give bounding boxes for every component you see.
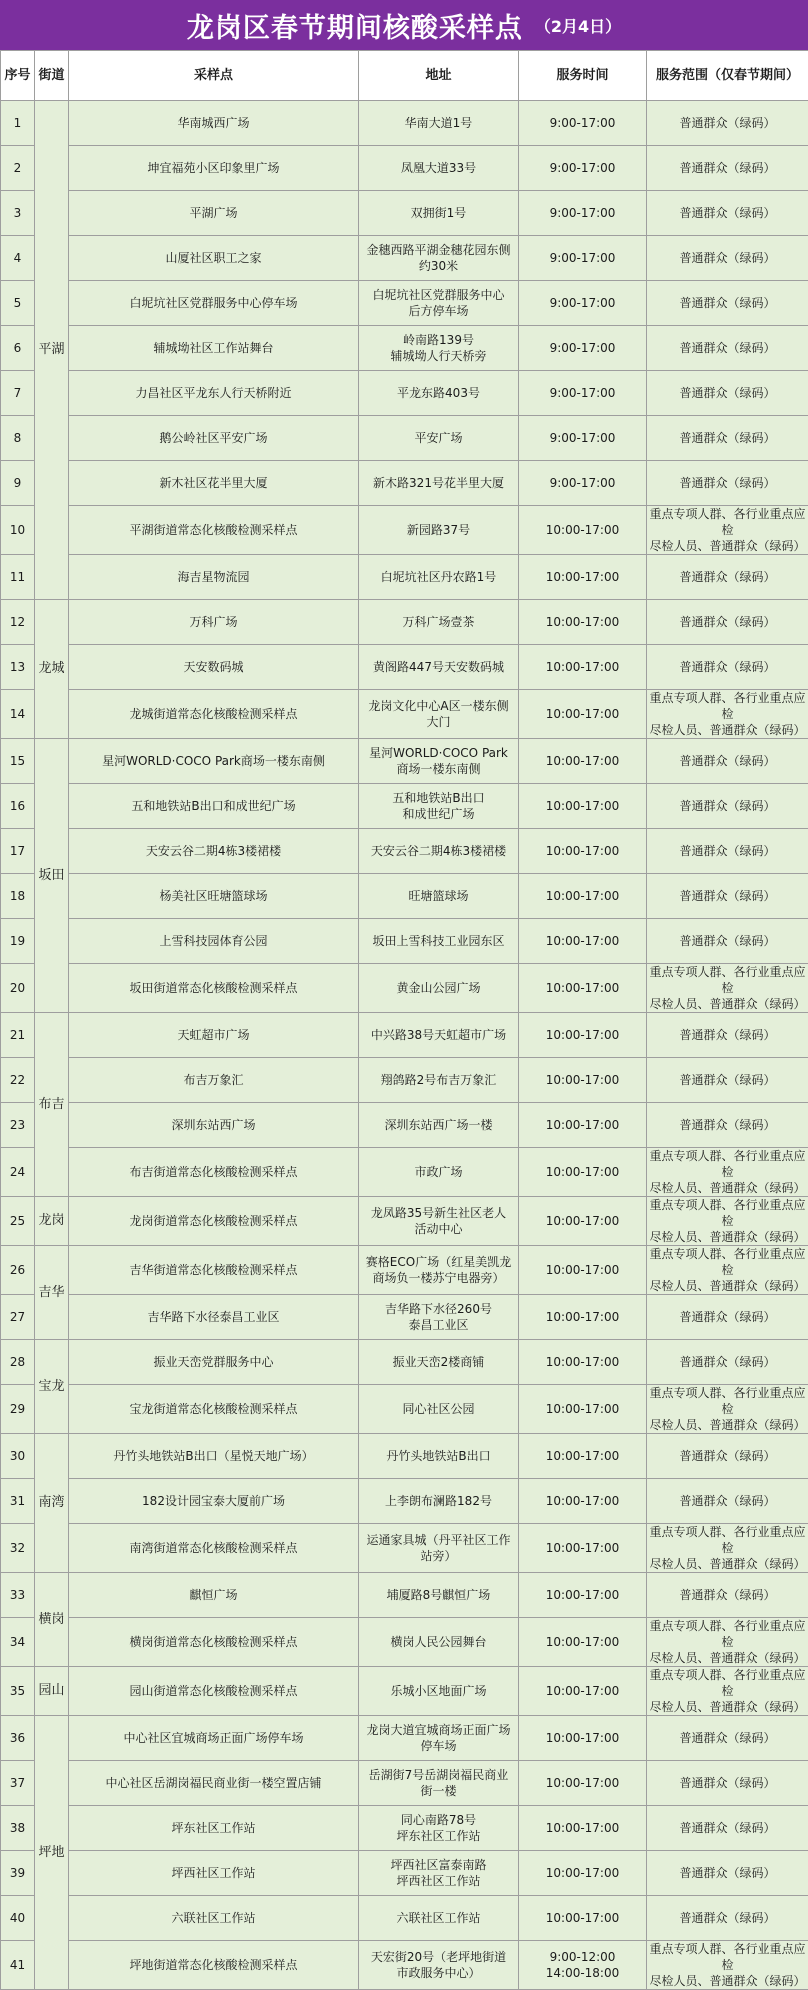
table-row	[1, 1103, 808, 1148]
service-time: 10:00-17:00	[519, 1716, 647, 1761]
site-address: 新园路37号	[359, 506, 519, 555]
site-name: 吉华路下水径泰昌工业区	[69, 1295, 359, 1340]
row-number: 9	[1, 461, 35, 506]
service-time: 10:00-17:00	[519, 1385, 647, 1434]
table-row	[1, 690, 808, 739]
page-header	[0, 0, 808, 50]
table-row	[1, 600, 808, 645]
row-number: 35	[1, 1667, 35, 1716]
service-scope: 普通群众（绿码）	[647, 1013, 808, 1058]
table-row	[1, 874, 808, 919]
site-address: 市政广场	[359, 1148, 519, 1197]
row-number: 31	[1, 1479, 35, 1524]
row-number: 41	[1, 1941, 35, 1990]
site-name: 山厦社区职工之家	[69, 236, 359, 281]
site-name: 布吉街道常态化核酸检测采样点	[69, 1148, 359, 1197]
service-time: 9:00-12:00 14:00-18:00	[519, 1941, 647, 1990]
site-name: 新木社区花半里大厦	[69, 461, 359, 506]
service-scope: 普通群众（绿码）	[647, 236, 808, 281]
site-address: 星河WORLD·COCO Park 商场一楼东南侧	[359, 739, 519, 784]
site-name: 园山街道常态化核酸检测采样点	[69, 1667, 359, 1716]
row-number: 39	[1, 1851, 35, 1896]
row-number: 38	[1, 1806, 35, 1851]
table-row	[1, 1340, 808, 1385]
service-time: 10:00-17:00	[519, 784, 647, 829]
row-number: 30	[1, 1434, 35, 1479]
site-name: 吉华街道常态化核酸检测采样点	[69, 1246, 359, 1295]
service-time: 10:00-17:00	[519, 829, 647, 874]
row-number: 18	[1, 874, 35, 919]
service-time: 10:00-17:00	[519, 1013, 647, 1058]
service-time: 10:00-17:00	[519, 1573, 647, 1618]
site-name: 辅城坳社区工作站舞台	[69, 326, 359, 371]
service-time: 9:00-17:00	[519, 191, 647, 236]
table-row	[1, 1295, 808, 1340]
site-name: 平湖街道常态化核酸检测采样点	[69, 506, 359, 555]
table-row	[1, 1058, 808, 1103]
site-address: 天宏街20号（老坪地街道 市政服务中心）	[359, 1941, 519, 1990]
service-time: 10:00-17:00	[519, 964, 647, 1013]
service-time: 10:00-17:00	[519, 739, 647, 784]
header-address: 地址	[359, 51, 519, 101]
site-address: 吉华路下水径260号 泰昌工业区	[359, 1295, 519, 1340]
table-row	[1, 1618, 808, 1667]
service-time: 9:00-17:00	[519, 236, 647, 281]
site-name: 坪东社区工作站	[69, 1806, 359, 1851]
table-row	[1, 739, 808, 784]
row-number: 21	[1, 1013, 35, 1058]
site-name: 深圳东站西广场	[69, 1103, 359, 1148]
row-number: 28	[1, 1340, 35, 1385]
site-address: 岭南路139号 辅城坳人行天桥旁	[359, 326, 519, 371]
street-name: 横岗	[35, 1573, 69, 1667]
site-name: 上雪科技园体育公园	[69, 919, 359, 964]
site-name: 五和地铁站B出口和成世纪广场	[69, 784, 359, 829]
row-number: 36	[1, 1716, 35, 1761]
site-address: 乐城小区地面广场	[359, 1667, 519, 1716]
page-title: 龙岗区春节期间核酸采样点	[187, 6, 523, 45]
service-time: 9:00-17:00	[519, 371, 647, 416]
site-address: 振业天峦2楼商铺	[359, 1340, 519, 1385]
service-time: 10:00-17:00	[519, 1058, 647, 1103]
table-row	[1, 326, 808, 371]
row-number: 32	[1, 1524, 35, 1573]
service-scope: 普通群众（绿码）	[647, 1295, 808, 1340]
table-body	[1, 101, 808, 1990]
service-scope: 普通群众（绿码）	[647, 1340, 808, 1385]
table-row	[1, 1941, 808, 1990]
site-name: 振业天峦党群服务中心	[69, 1340, 359, 1385]
site-address: 埔厦路8号麒恒广场	[359, 1573, 519, 1618]
service-scope: 普通群众（绿码）	[647, 829, 808, 874]
service-scope: 普通群众（绿码）	[647, 1573, 808, 1618]
service-time: 10:00-17:00	[519, 1524, 647, 1573]
site-name: 南湾街道常态化核酸检测采样点	[69, 1524, 359, 1573]
street-name: 南湾	[35, 1434, 69, 1573]
site-name: 星河WORLD·COCO Park商场一楼东南侧	[69, 739, 359, 784]
table-row	[1, 1197, 808, 1246]
site-name: 平湖广场	[69, 191, 359, 236]
service-scope: 普通群众（绿码）	[647, 784, 808, 829]
site-address: 同心南路78号 坪东社区工作站	[359, 1806, 519, 1851]
site-name: 丹竹头地铁站B出口（星悦天地广场）	[69, 1434, 359, 1479]
service-scope: 普通群众（绿码）	[647, 101, 808, 146]
row-number: 11	[1, 555, 35, 600]
row-number: 34	[1, 1618, 35, 1667]
site-address: 同心社区公园	[359, 1385, 519, 1434]
service-time: 10:00-17:00	[519, 506, 647, 555]
row-number: 33	[1, 1573, 35, 1618]
street-name: 坂田	[35, 739, 69, 1013]
site-name: 182设计园宝泰大厦前广场	[69, 1479, 359, 1524]
row-number: 12	[1, 600, 35, 645]
service-time: 9:00-17:00	[519, 146, 647, 191]
service-scope: 普通群众（绿码）	[647, 1479, 808, 1524]
site-address: 金穗西路平湖金穗花园东侧 约30米	[359, 236, 519, 281]
service-time: 10:00-17:00	[519, 1434, 647, 1479]
service-scope: 重点专项人群、各行业重点应检 尽检人员、普通群众（绿码）	[647, 506, 808, 555]
street-name: 布吉	[35, 1013, 69, 1197]
site-address: 平龙东路403号	[359, 371, 519, 416]
service-scope: 普通群众（绿码）	[647, 1896, 808, 1941]
row-number: 13	[1, 645, 35, 690]
service-scope: 普通群众（绿码）	[647, 1851, 808, 1896]
row-number: 14	[1, 690, 35, 739]
service-time: 9:00-17:00	[519, 416, 647, 461]
table-row	[1, 919, 808, 964]
row-number: 16	[1, 784, 35, 829]
service-time: 9:00-17:00	[519, 101, 647, 146]
table-row	[1, 784, 808, 829]
table-row	[1, 555, 808, 600]
site-address: 中兴路38号天虹超市广场	[359, 1013, 519, 1058]
service-scope: 普通群众（绿码）	[647, 645, 808, 690]
site-address: 白坭坑社区党群服务中心 后方停车场	[359, 281, 519, 326]
table-row	[1, 191, 808, 236]
site-address: 新木路321号花半里大厦	[359, 461, 519, 506]
service-scope: 重点专项人群、各行业重点应检 尽检人员、普通群众（绿码）	[647, 1385, 808, 1434]
row-number: 2	[1, 146, 35, 191]
table-row	[1, 829, 808, 874]
street-name: 吉华	[35, 1246, 69, 1340]
site-name: 六联社区工作站	[69, 1896, 359, 1941]
street-name: 坪地	[35, 1716, 69, 1990]
row-number: 25	[1, 1197, 35, 1246]
site-name: 中心社区岳湖岗福民商业街一楼空置店铺	[69, 1761, 359, 1806]
site-address: 旺塘篮球场	[359, 874, 519, 919]
street-name: 龙岗	[35, 1197, 69, 1246]
site-address: 横岗人民公园舞台	[359, 1618, 519, 1667]
row-number: 29	[1, 1385, 35, 1434]
site-address: 五和地铁站B出口 和成世纪广场	[359, 784, 519, 829]
site-name: 坤宜福苑小区印象里广场	[69, 146, 359, 191]
row-number: 17	[1, 829, 35, 874]
table-row	[1, 1246, 808, 1295]
service-scope: 普通群众（绿码）	[647, 1716, 808, 1761]
service-time: 10:00-17:00	[519, 600, 647, 645]
street-name: 园山	[35, 1667, 69, 1716]
site-name: 中心社区宜城商场正面广场停车场	[69, 1716, 359, 1761]
service-scope: 普通群众（绿码）	[647, 1806, 808, 1851]
site-name: 布吉万象汇	[69, 1058, 359, 1103]
service-time: 10:00-17:00	[519, 1295, 647, 1340]
service-time: 10:00-17:00	[519, 1896, 647, 1941]
table-row	[1, 1385, 808, 1434]
table-row	[1, 1434, 808, 1479]
service-scope: 普通群众（绿码）	[647, 371, 808, 416]
service-scope: 重点专项人群、各行业重点应检 尽检人员、普通群众（绿码）	[647, 1197, 808, 1246]
table-row	[1, 101, 808, 146]
service-scope: 普通群众（绿码）	[647, 919, 808, 964]
site-address: 黄阁路447号天安数码城	[359, 645, 519, 690]
site-address: 运通家具城（丹平社区工作 站旁）	[359, 1524, 519, 1573]
table-row	[1, 1851, 808, 1896]
site-address: 白坭坑社区丹农路1号	[359, 555, 519, 600]
service-scope: 重点专项人群、各行业重点应检 尽检人员、普通群众（绿码）	[647, 1246, 808, 1295]
row-number: 5	[1, 281, 35, 326]
row-number: 3	[1, 191, 35, 236]
service-scope: 重点专项人群、各行业重点应检 尽检人员、普通群众（绿码）	[647, 1941, 808, 1990]
service-scope: 普通群众（绿码）	[647, 1103, 808, 1148]
service-scope: 重点专项人群、各行业重点应检 尽检人员、普通群众（绿码）	[647, 964, 808, 1013]
service-scope: 普通群众（绿码）	[647, 1761, 808, 1806]
service-time: 10:00-17:00	[519, 1246, 647, 1295]
table-row	[1, 1806, 808, 1851]
site-address: 凤凰大道33号	[359, 146, 519, 191]
table-row	[1, 1761, 808, 1806]
service-time: 10:00-17:00	[519, 555, 647, 600]
row-number: 37	[1, 1761, 35, 1806]
site-address: 龙岗文化中心A区一楼东侧 大门	[359, 690, 519, 739]
table-row	[1, 1479, 808, 1524]
site-address: 天安云谷二期4栋3楼裙楼	[359, 829, 519, 874]
row-number: 27	[1, 1295, 35, 1340]
row-number: 10	[1, 506, 35, 555]
site-name: 横岗街道常态化核酸检测采样点	[69, 1618, 359, 1667]
service-time: 10:00-17:00	[519, 645, 647, 690]
table-row	[1, 1896, 808, 1941]
site-name: 力昌社区平龙东人行天桥附近	[69, 371, 359, 416]
service-time: 10:00-17:00	[519, 690, 647, 739]
service-time: 10:00-17:00	[519, 1340, 647, 1385]
table-row	[1, 1716, 808, 1761]
page-date: （2月4日）	[535, 14, 621, 37]
table-row	[1, 281, 808, 326]
table-row	[1, 506, 808, 555]
service-scope: 普通群众（绿码）	[647, 191, 808, 236]
service-scope: 重点专项人群、各行业重点应检 尽检人员、普通群众（绿码）	[647, 1667, 808, 1716]
street-name: 龙城	[35, 600, 69, 739]
site-name: 天虹超市广场	[69, 1013, 359, 1058]
service-time: 10:00-17:00	[519, 1479, 647, 1524]
site-address: 赛格ECO广场（红星美凯龙 商场负一楼苏宁电器旁）	[359, 1246, 519, 1295]
row-number: 1	[1, 101, 35, 146]
header-no: 序号	[1, 51, 35, 101]
table-row	[1, 1667, 808, 1716]
site-address: 深圳东站西广场一楼	[359, 1103, 519, 1148]
service-time: 10:00-17:00	[519, 919, 647, 964]
table-row	[1, 1573, 808, 1618]
street-name: 平湖	[35, 101, 69, 600]
table-header-row	[1, 51, 808, 101]
row-number: 4	[1, 236, 35, 281]
site-address: 坂田上雪科技工业园东区	[359, 919, 519, 964]
header-scope: 服务范围（仅春节期间）	[647, 51, 808, 101]
row-number: 19	[1, 919, 35, 964]
site-name: 杨美社区旺塘篮球场	[69, 874, 359, 919]
site-name: 白坭坑社区党群服务中心停车场	[69, 281, 359, 326]
site-address: 翔鸽路2号布吉万象汇	[359, 1058, 519, 1103]
service-scope: 普通群众（绿码）	[647, 555, 808, 600]
site-address: 平安广场	[359, 416, 519, 461]
site-address: 六联社区工作站	[359, 1896, 519, 1941]
table-row	[1, 416, 808, 461]
table-row	[1, 371, 808, 416]
service-scope: 普通群众（绿码）	[647, 146, 808, 191]
site-name: 宝龙街道常态化核酸检测采样点	[69, 1385, 359, 1434]
row-number: 6	[1, 326, 35, 371]
service-time: 10:00-17:00	[519, 1618, 647, 1667]
table-row	[1, 1148, 808, 1197]
site-address: 黄金山公园广场	[359, 964, 519, 1013]
service-time: 10:00-17:00	[519, 1761, 647, 1806]
service-scope: 重点专项人群、各行业重点应检 尽检人员、普通群众（绿码）	[647, 1618, 808, 1667]
site-name: 天安云谷二期4栋3楼裙楼	[69, 829, 359, 874]
header-time: 服务时间	[519, 51, 647, 101]
site-address: 龙岗大道宜城商场正面广场 停车场	[359, 1716, 519, 1761]
sampling-sites-table	[0, 50, 808, 1990]
row-number: 8	[1, 416, 35, 461]
table-row	[1, 1013, 808, 1058]
site-name: 坪地街道常态化核酸检测采样点	[69, 1941, 359, 1990]
site-address: 龙凤路35号新生社区老人 活动中心	[359, 1197, 519, 1246]
service-scope: 普通群众（绿码）	[647, 416, 808, 461]
site-address: 坪西社区富泰南路 坪西社区工作站	[359, 1851, 519, 1896]
service-scope: 普通群众（绿码）	[647, 739, 808, 784]
street-name: 宝龙	[35, 1340, 69, 1434]
table-row	[1, 146, 808, 191]
service-scope: 普通群众（绿码）	[647, 326, 808, 371]
table-row	[1, 236, 808, 281]
header-street: 街道	[35, 51, 69, 101]
site-name: 麒恒广场	[69, 1573, 359, 1618]
service-scope: 普通群众（绿码）	[647, 461, 808, 506]
service-time: 10:00-17:00	[519, 1851, 647, 1896]
table-row	[1, 1524, 808, 1573]
service-time: 10:00-17:00	[519, 1103, 647, 1148]
service-scope: 普通群众（绿码）	[647, 1058, 808, 1103]
table-row	[1, 461, 808, 506]
site-address: 岳湖街7号岳湖岗福民商业 街一楼	[359, 1761, 519, 1806]
site-address: 万科广场壹茶	[359, 600, 519, 645]
service-time: 9:00-17:00	[519, 326, 647, 371]
service-time: 9:00-17:00	[519, 461, 647, 506]
site-name: 天安数码城	[69, 645, 359, 690]
site-address: 丹竹头地铁站B出口	[359, 1434, 519, 1479]
service-time: 9:00-17:00	[519, 281, 647, 326]
site-name: 龙城街道常态化核酸检测采样点	[69, 690, 359, 739]
site-name: 海吉星物流园	[69, 555, 359, 600]
row-number: 22	[1, 1058, 35, 1103]
row-number: 24	[1, 1148, 35, 1197]
service-time: 10:00-17:00	[519, 1806, 647, 1851]
row-number: 20	[1, 964, 35, 1013]
service-scope: 重点专项人群、各行业重点应检 尽检人员、普通群众（绿码）	[647, 1148, 808, 1197]
row-number: 15	[1, 739, 35, 784]
service-scope: 普通群众（绿码）	[647, 600, 808, 645]
service-time: 10:00-17:00	[519, 1197, 647, 1246]
row-number: 7	[1, 371, 35, 416]
service-scope: 普通群众（绿码）	[647, 874, 808, 919]
site-address: 上李朗布澜路182号	[359, 1479, 519, 1524]
table-row	[1, 964, 808, 1013]
service-time: 10:00-17:00	[519, 874, 647, 919]
site-address: 华南大道1号	[359, 101, 519, 146]
row-number: 40	[1, 1896, 35, 1941]
service-scope: 重点专项人群、各行业重点应检 尽检人员、普通群众（绿码）	[647, 1524, 808, 1573]
site-address: 双拥街1号	[359, 191, 519, 236]
service-scope: 重点专项人群、各行业重点应检 尽检人员、普通群众（绿码）	[647, 690, 808, 739]
service-time: 10:00-17:00	[519, 1667, 647, 1716]
row-number: 23	[1, 1103, 35, 1148]
service-scope: 普通群众（绿码）	[647, 1434, 808, 1479]
site-name: 万科广场	[69, 600, 359, 645]
table-row	[1, 645, 808, 690]
header-site: 采样点	[69, 51, 359, 101]
site-name: 坂田街道常态化核酸检测采样点	[69, 964, 359, 1013]
site-name: 华南城西广场	[69, 101, 359, 146]
site-name: 鹅公岭社区平安广场	[69, 416, 359, 461]
site-name: 坪西社区工作站	[69, 1851, 359, 1896]
site-name: 龙岗街道常态化核酸检测采样点	[69, 1197, 359, 1246]
row-number: 26	[1, 1246, 35, 1295]
service-time: 10:00-17:00	[519, 1148, 647, 1197]
service-scope: 普通群众（绿码）	[647, 281, 808, 326]
